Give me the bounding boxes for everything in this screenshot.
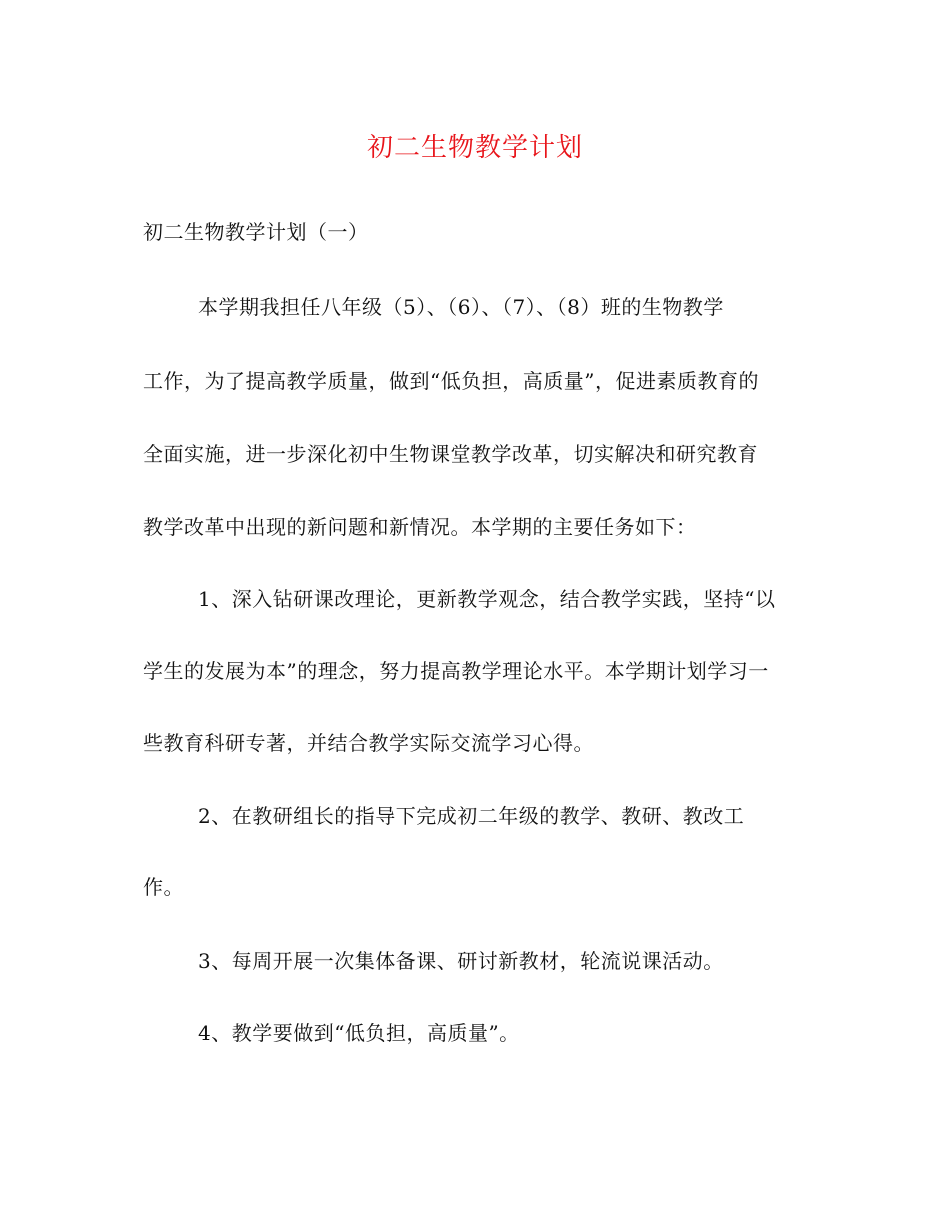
paragraph-line: 3、每周开展一次集体备课、研讨新教材，轮流说课活动。 — [198, 949, 724, 973]
paragraph-line: 教学改革中出现的新问题和新情况。本学期的主要任务如下： — [143, 515, 697, 539]
paragraph-line: 学生的发展为本”的理念，努力提高教学理论水平。本学期计划学习一 — [143, 659, 769, 683]
paragraph-line: 工作，为了提高教学质量，做到“低负担，高质量”，促进素质教育的 — [143, 369, 759, 393]
paragraph-line: 本学期我担任八年级（5）、（6）、（7）、（8）班的生物教学 — [198, 295, 724, 319]
paragraph-line: 些教育科研专著，并结合教学实际交流学习心得。 — [143, 731, 594, 755]
document-title: 初二生物教学计划 — [366, 133, 583, 163]
section-heading: 初二生物教学计划（一） — [143, 220, 369, 244]
paragraph-line: 全面实施，进一步深化初中生物课堂教学改革，切实解决和研究教育 — [143, 442, 758, 466]
paragraph-line: 作。 — [143, 875, 184, 899]
paragraph-line: 2、在教研组长的指导下完成初二年级的教学、教研、教改工 — [198, 804, 745, 828]
paragraph-line: 1、深入钻研课改理论，更新教学观念，结合教学实践，坚持“以 — [198, 587, 776, 611]
paragraph-line: 4、教学要做到“低负担，高质量”。 — [198, 1021, 520, 1045]
